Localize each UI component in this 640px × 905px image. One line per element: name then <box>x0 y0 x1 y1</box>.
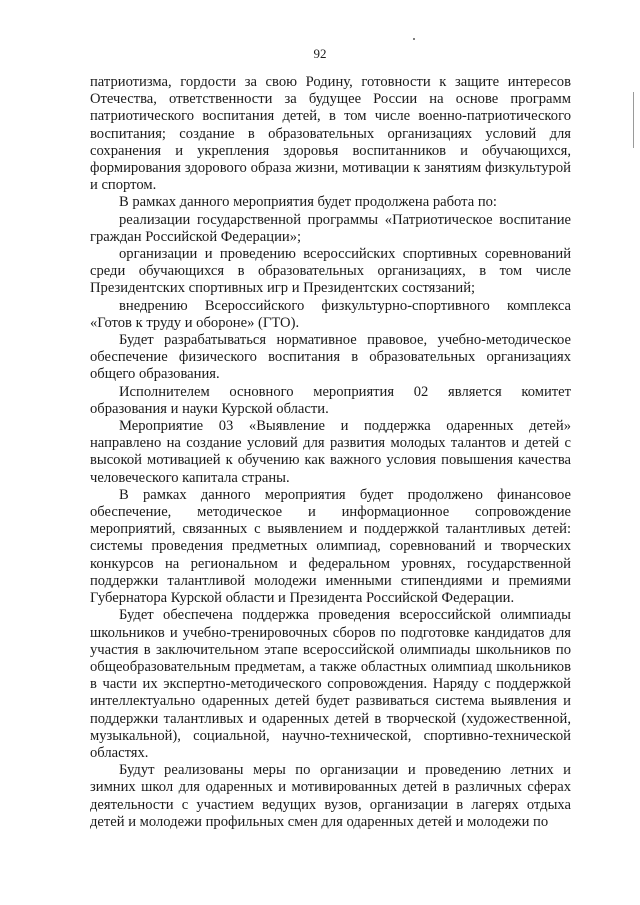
paragraph-state-program: реализации государственной программы «Патриотическое воспитание граждан Российской Федерации»; <box>90 211 571 245</box>
paragraph-sports-competitions: организации и проведению всероссийских спортивных соревнований среди обучающихся в образовательных организациях, в том числе Президентских спортивных игр и Президентских состязаний; <box>90 246 571 297</box>
paragraph-work-intro: В рамках данного мероприятия будет продолжена работа по: <box>119 194 497 211</box>
paragraph-financial-support: В рамках данного мероприятия будет продолжено финансовое обеспечение, методическое и информационное сопровождение мероприятий, связанных с выявлением и поддержкой талантливых детей: системы проведения предметных олимпиад, соревнований и творческих конкурсов на региональном и федеральном уровнях, государственной поддержки талантливой молодежи именными стипендиями и премиями Губернатора Курской области и Президента Российской Федерации. <box>90 486 571 607</box>
paragraph-patriotism-continued: патриотизма, гордости за свою Родину, готовности к защите интересов Отечества, ответственности за будущее России на основе программ патриотического воспитания детей, в том числе военно-патриотического воспитания; создание в образовательных организациях условий для сохранения и укрепления здоровья воспитанников и обучающихся, формирования здорового образа жизни, мотивации к занятиям физкультурой и спортом. <box>90 74 571 194</box>
paragraph-gto: внедрению Всероссийского физкультурно-спортивного комплекса «Готов к труду и обороне» (ГТО). <box>90 297 571 331</box>
scan-speck <box>413 38 415 40</box>
body-text <box>90 74 571 831</box>
paragraph-olympiad-support: Будет обеспечена поддержка проведения всероссийской олимпиады школьников и учебно-тренировочных сборов по подготовке кандидатов для участия в заключительном этапе всероссийской олимпиады школьников по общеобразовательным предметам, а также областных олимпиад школьников в части их экспертно-методического сопровождения. Наряду с поддержкой интеллектуально одаренных детей будет развиваться система выявления и поддержки талантливых и одаренных детей в творческой (художественной, музыкальной), социальной, научно-технической, спортивно-технической областях. <box>90 607 571 761</box>
scan-margin-mark <box>633 92 634 148</box>
page-number: 92 <box>313 46 327 61</box>
paragraph-measure-03: Мероприятие 03 «Выявление и поддержка одаренных детей» направлено на создание условий для развития молодых талантов и детей с высокой мотивацией к обучению как важного условия повышения качества человеческого капитала страны. <box>90 418 571 486</box>
paragraph-executor-02: Исполнителем основного мероприятия 02 является комитет образования и науки Курской области. <box>90 383 571 417</box>
paragraph-summer-winter-schools: Будут реализованы меры по организации и проведению летних и зимних школ для одаренных и мотивированных детей в различных сферах деятельности с участием ведущих вузов, организации в лагерях отдыха детей и молодежи профильных смен для одаренных детей и молодежи по <box>90 762 571 830</box>
paragraph-normative-support: Будет разрабатываться нормативное правовое, учебно-методическое обеспечение физического воспитания в образовательных организациях общего образования. <box>90 332 571 383</box>
